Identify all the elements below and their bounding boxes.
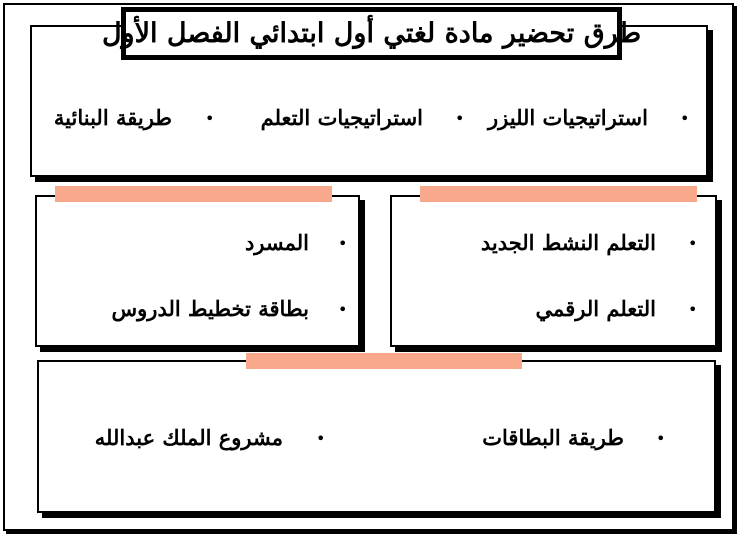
right-item-active-learning: التعلم النشط الجديد [480, 230, 656, 255]
top-item-laser-strategies: استراتيجيات الليزر [488, 105, 648, 130]
left-box-accent-bar [55, 186, 332, 202]
left-box [35, 195, 360, 347]
bullet-icon: • [316, 429, 326, 448]
bullet-icon: • [338, 300, 348, 319]
title-box [101, 7, 642, 60]
bullet-icon: • [205, 109, 215, 128]
bullet-icon: • [455, 109, 465, 128]
top-item-constructivist-method: طريقة البنائية [53, 105, 172, 130]
bottom-box-accent-bar [246, 353, 522, 369]
bottom-item-cards-method: طريقة البطاقات [482, 425, 624, 450]
bottom-item-king-abdullah-project: مشروع الملك عبدالله [94, 425, 283, 450]
left-item-glossary: المسرد [244, 230, 309, 255]
left-item-lesson-planning-card: بطاقة تخطيط الدروس [111, 296, 309, 321]
top-item-learning-strategies: استراتيجيات التعلم [260, 105, 423, 130]
bullet-icon: • [680, 109, 690, 128]
bullet-icon: • [688, 234, 698, 253]
right-box-accent-bar [420, 186, 697, 202]
right-box [390, 195, 717, 347]
bullet-icon: • [338, 234, 348, 253]
page-title: طرق تحضير مادة لغتي أول ابتدائي الفصل الأول [101, 18, 642, 49]
right-item-digital-learning: التعلم الرقمي [535, 296, 656, 321]
bullet-icon: • [656, 429, 666, 448]
bullet-icon: • [688, 300, 698, 319]
